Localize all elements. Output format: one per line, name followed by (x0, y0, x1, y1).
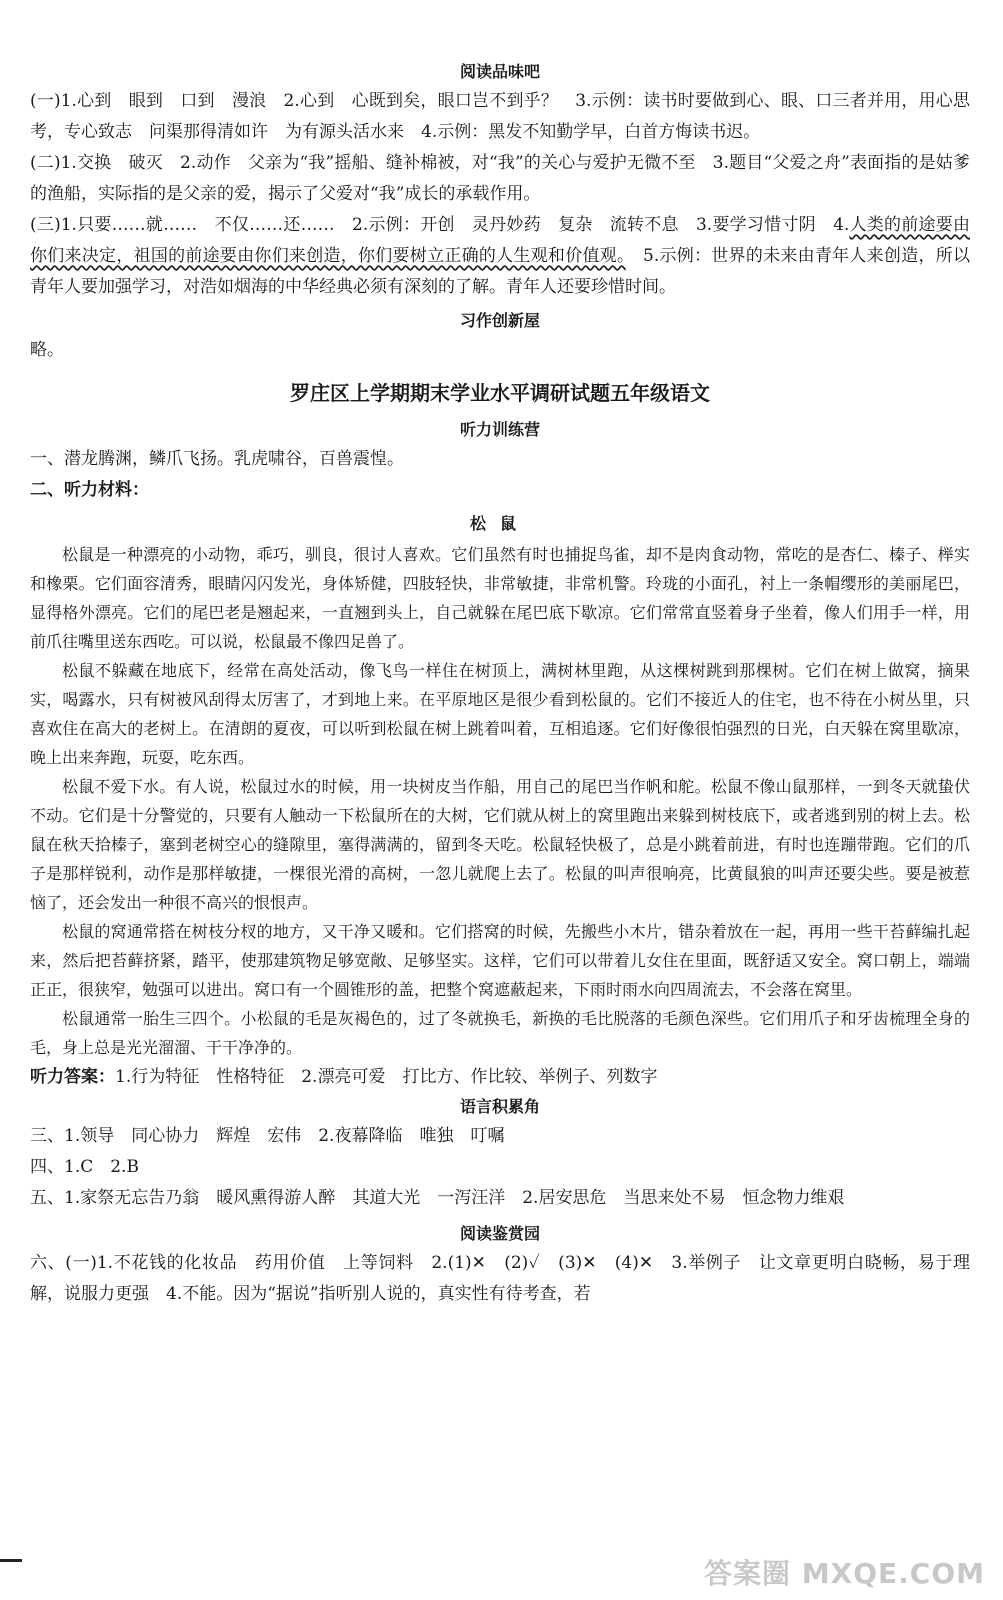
section-heading-writing: 习作创新屋 (459, 311, 540, 330)
language-q4: 四、1.C 2.B (30, 1157, 139, 1177)
section-heading-listening: 听力训练营 (459, 420, 540, 439)
story-paragraph: 松鼠是一种漂亮的小动物，乖巧，驯良，很讨人喜欢。它们虽然有时也捕捉鸟雀，却不是肉食动物，常吃的是杏仁、榛子、榉实和橡栗。它们面容清秀，眼睛闪闪发光，身体矫健，四肢轻快，非常敏捷，非常机警。玲珑的小面孔，衬上一条帽缨形的美丽尾巴，显得格外漂亮。它们的尾巴老是翘起来，一直翘到头上，自己就躲在尾巴底下歇凉。它们常常直竖着身子坐着，像人们用手一样，用前爪往嘴里送东西吃。可以说，松鼠最不像四足兽了。 (30, 545, 970, 651)
reading-answer-3-start: (三)1.只要……就…… 不仅……还…… 2.示例：开创 灵丹妙药 复杂 流转不息 3.要学习惜寸阴 4. (30, 215, 850, 235)
story-body (30, 540, 970, 1062)
listening-q1: 一、潜龙腾渊，鳞爪飞扬。乳虎啸谷，百兽震惶。 (30, 449, 404, 469)
language-q5: 五、1.家祭无忘告乃翁 暖风熏得游人醉 其道大光 一泻汪洋 2.居安思危 当思来处不易 恒念物力维艰 (30, 1188, 845, 1208)
reading-answer-1: (一)1.心到 眼到 口到 漫浪 2.心到 心既到矣，眼口岂不到乎？ 3.示例：读书时要做到心、眼、口三者并用，用心思考，专心致志 问渠那得清如许 为有源头活水来 4.示例：黑发不知勤学早，白首方悔读书迟。 (30, 91, 970, 142)
section-heading-reading: 阅读品味吧 (459, 62, 540, 81)
story-paragraph: 松鼠不爱下水。有人说，松鼠过水的时候，用一块树皮当作船，用自己的尾巴当作帆和舵。松鼠不像山鼠那样，一到冬天就蛰伏不动。它们是十分警觉的，只要有人触动一下松鼠所在的大树，它们就从树上的窝里跑出来躲到树枝底下，或者逃到别的树上去。松鼠在秋天拾榛子，塞到老树空心的缝隙里，塞得满满的，留到冬天吃。松鼠轻快极了，总是小跳着前进，有时也连蹦带跑。它们的爪子是那样锐利，动作是那样敏捷，一棵很光滑的高树，一忽儿就爬上去了。松鼠的叫声很响亮，比黄鼠狼的叫声还要尖些。要是被惹恼了，还会发出一种很不高兴的恨恨声。 (30, 777, 970, 912)
story-paragraph: 松鼠不躲藏在地底下，经常在高处活动，像飞鸟一样住在树顶上，满树林里跑，从这棵树跳到那棵树。它们在树上做窝，摘果实，喝露水，只有树被风刮得太厉害了，才到地上来。在平原地区是很少看到松鼠的。它们不接近人的住宅，也不待在小树丛里，只喜欢住在高大的老树上。在清朗的夏夜，可以听到松鼠在树上跳着叫着，互相追逐。它们好像很怕强烈的日光，白天躲在窝里歇凉，晚上出来奔跑，玩耍，吃东西。 (30, 661, 970, 767)
section-heading-appreciation: 阅读鉴赏园 (459, 1224, 540, 1243)
listening-q2: 二、听力材料： (30, 480, 149, 500)
story-paragraph: 松鼠通常一胎生三四个。小松鼠的毛是灰褐色的，过了冬就换毛，新换的毛比脱落的毛颜色深些。它们用爪子和牙齿梳理全身的毛，身上总是光光溜溜、干干净净的。 (30, 1009, 970, 1057)
answer-page (30, 58, 970, 1310)
story-paragraph: 松鼠的窝通常搭在树枝分杈的地方，又干净又暖和。它们搭窝的时候，先搬些小木片，错杂着放在一起，再用一些干苔藓编扎起来，然后把苔藓挤紧，踏平，使那建筑物足够宽敞、足够坚实。这样，它们可以带着儿女住在里面，既舒适又安全。窝口朝上，端端正正，很狭窄，勉强可以进出。窝口有一个圆锥形的盖，把整个窝遮蔽起来，下雨时雨水向四周流去，不会落在窝里。 (30, 922, 970, 999)
listening-answer-body: 1.行为特征 性格特征 2.漂亮可爱 打比方、作比较、举例子、列数字 (115, 1067, 658, 1087)
reading-answer-3-end: 5.示例：世界的未来由青年人来创造，所以青年人要加强学习，对浩如烟海的中华经典必须有深刻的了解。青年人还要珍惜时间。 (30, 246, 970, 297)
reading-answer-3-underlined: 人类的前途要由你们来决定，祖国的前途要由你们来创造，你们要树立正确的人生观和价值观。 (30, 215, 970, 266)
reading-answer-2: (二)1.交换 破灭 2.动作 父亲为“我”摇船、缝补棉被，对“我”的关心与爱护无微不至 3.题目“父爱之舟”表面指的是姑爹的渔船，实际指的是父亲的爱，揭示了父爱对“我”成长的承载作用。 (30, 153, 970, 204)
reading-answer-3 (30, 210, 970, 303)
site-watermark: 答案圈 MXQE.COM (704, 1557, 985, 1590)
appreciation-q6: 六、(一)1.不花钱的化妆品 药用价值 上等饲料 2.(1)✕ (2)✓ (3)✕ (4)✕ 3.举例子 让文章更明白晓畅，易于理解，说服力更强 4.不能。因为“据说”指听别人说的，真实性有待考查，若 (30, 1253, 970, 1304)
section-heading-language: 语言积累角 (459, 1097, 540, 1116)
page-edge-mark (0, 1559, 22, 1562)
story-title: 松鼠 (469, 514, 530, 533)
exam-title: 罗庄区上学期期末学业水平调研试题五年级语文 (290, 381, 710, 405)
writing-answer: 略。 (30, 340, 64, 360)
language-q3: 三、1.领导 同心协力 辉煌 宏伟 2.夜幕降临 唯独 叮嘱 (30, 1126, 505, 1146)
listening-answer-label: 听力答案： (30, 1067, 115, 1087)
listening-answer (30, 1062, 970, 1093)
